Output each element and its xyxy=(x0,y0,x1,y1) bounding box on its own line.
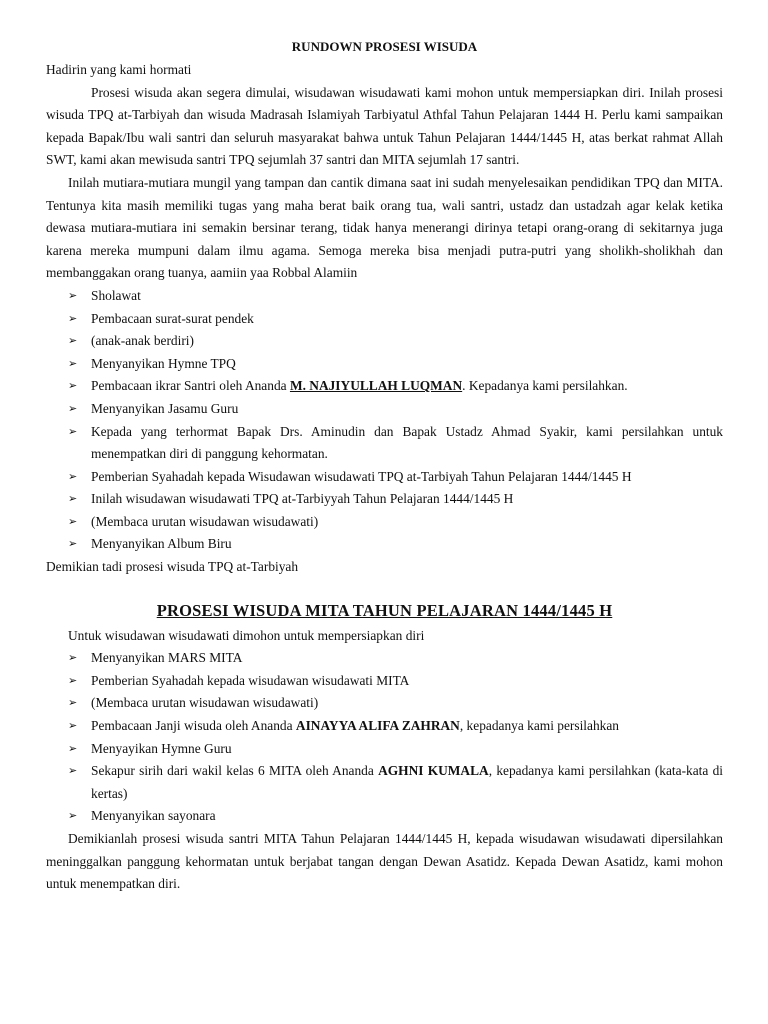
list-item-text: Menyanyikan Hymne TPQ xyxy=(91,355,236,371)
list-item xyxy=(46,398,723,421)
arrow-bullet-icon: ➢ xyxy=(68,673,78,687)
arrow-bullet-icon: ➢ xyxy=(68,356,78,370)
list-item-text: Kepada yang terhormat Bapak Drs. Aminudin dan Bapak Ustadz Ahmad Syakir, kami persilahkan untuk menempatkan diri di panggung kehormatan. xyxy=(91,423,723,462)
arrow-bullet-icon: ➢ xyxy=(68,424,78,438)
arrow-bullet-icon: ➢ xyxy=(68,469,78,483)
list-item xyxy=(46,308,723,331)
list-item xyxy=(46,488,723,511)
paragraph-intro: Prosesi wisuda akan segera dimulai, wisudawan wisudawati kami mohon untuk mempersiapkan diri. Inilah prosesi wisuda TPQ at-Tarbiyah dan wisuda Madrasah Islamiyah Tarbiyatul Athfal Tahun Pelajaran 1444 H. Perlu kami sampaikan kepada Bapak/Ibu wali santri dan seluruh masyarakat bahwa untuk Tahun Pelajaran 1444/1445 H, atas berkat rahmat Allah SWT, kami akan mewisuda santri TPQ sejumlah 37 santri dan MITA sejumlah 17 santri. xyxy=(46,84,723,168)
student-name: AINAYYA ALIFA ZAHRAN xyxy=(295,718,460,734)
arrow-bullet-icon: ➢ xyxy=(68,288,78,302)
list-item-text: (Membaca urutan wisudawan wisudawati) xyxy=(91,695,319,711)
list-item xyxy=(46,760,723,805)
list-item xyxy=(46,353,723,376)
arrow-bullet-icon: ➢ xyxy=(68,651,78,665)
list-item-text: Menyanyikan Jasamu Guru xyxy=(91,400,239,416)
list-item-text-end: , kepadanya kami persilahkan (kata-kata di kertas) xyxy=(91,763,724,801)
closing-tpq: Demikian tadi prosesi wisuda TPQ at-Tarbiyah xyxy=(46,559,299,575)
arrow-bullet-icon: ➢ xyxy=(68,334,78,348)
list-item-text: Sholawat xyxy=(91,287,141,303)
list-item xyxy=(46,692,723,715)
paragraph-mutiara: Inilah mutiara-mutiara mungil yang tampan dan cantik dimana saat ini sudah menyelesaikan pendidikan TPQ dan MITA. Tentunya kita masih memiliki tugas yang maha berat baik orang tua, wali santri, ustadz dan ustadzah agar kelak ketika dewasa mutiara-mutiara ini semakin bersinar terang, tidak hanya menerangi dirinya tetapi orang-orang di sekitarnya juga karena mereka mumpuni dalam ilmu agama. Semoga mereka bisa menjadi putra-putri yang sholikh-sholikhah dan membanggakan orang tuanya, aamiin yaa Robbal Alamiin xyxy=(46,174,723,281)
list-item xyxy=(46,715,723,738)
section-title-mita: PROSESI WISUDA MITA TAHUN PELAJARAN 1444/1445 H xyxy=(156,600,613,620)
list-item-text: Pembacaan Janji wisuda oleh Ananda xyxy=(91,718,296,734)
arrow-bullet-icon: ➢ xyxy=(68,401,78,415)
arrow-bullet-icon: ➢ xyxy=(68,764,78,778)
arrow-bullet-icon: ➢ xyxy=(68,537,78,551)
list-item xyxy=(46,670,723,693)
list-item-text: Pemberian Syahadah kepada Wisudawan wisudawati TPQ at-Tarbiyah Tahun Pelajaran 1444/1445 H xyxy=(91,468,632,484)
list-item-text: Menyayikan Hymne Guru xyxy=(91,740,232,756)
list-item xyxy=(46,647,723,670)
list-item-text-end: , kepadanya kami persilahkan xyxy=(459,718,619,734)
list-item xyxy=(46,533,723,556)
list-item-text: Menyanyikan sayonara xyxy=(91,808,216,824)
list-item xyxy=(46,738,723,761)
list-item xyxy=(46,330,723,353)
list-item xyxy=(46,511,723,534)
list-item-text-end: . Kepadanya kami persilahkan. xyxy=(462,378,628,394)
arrow-bullet-icon: ➢ xyxy=(68,379,78,393)
closing-mita: Demikianlah prosesi wisuda santri MITA Tahun Pelajaran 1444/1445 H, kepada wisudawan wisudawati dipersilahkan meninggalkan panggung kehormatan untuk berjabat tangan dengan Dewan Asatidz. Kepada Dewan Asatidz, kami mohon untuk menempatkan diri. xyxy=(46,831,723,892)
document-title: RUNDOWN PROSESI WISUDA xyxy=(291,39,478,54)
list-item-text: Pembacaan surat-surat pendek xyxy=(91,310,254,326)
arrow-bullet-icon: ➢ xyxy=(68,741,78,755)
list-item xyxy=(46,421,723,466)
section-lead-mita: Untuk wisudawan wisudawati dimohon untuk mempersiapkan diri xyxy=(68,627,425,643)
list-item-text: Inilah wisudawan wisudawati TPQ at-Tarbiyyah Tahun Pelajaran 1444/1445 H xyxy=(91,491,514,507)
arrow-bullet-icon: ➢ xyxy=(68,492,78,506)
list-item-text: Sekapur sirih dari wakil kelas 6 MITA oleh Ananda xyxy=(91,763,379,779)
arrow-bullet-icon: ➢ xyxy=(68,311,78,325)
arrow-bullet-icon: ➢ xyxy=(68,514,78,528)
rundown-list-tpq xyxy=(46,285,723,556)
student-name: M. NAJIYULLAH LUQMAN xyxy=(289,378,463,394)
greeting: Hadirin yang kami hormati xyxy=(46,62,192,77)
list-item xyxy=(46,805,723,828)
arrow-bullet-icon: ➢ xyxy=(68,696,78,710)
arrow-bullet-icon: ➢ xyxy=(68,809,78,823)
list-item xyxy=(46,375,723,398)
list-item-text: Pemberian Syahadah kepada wisudawan wisudawati MITA xyxy=(91,672,410,688)
list-item-text: (Membaca urutan wisudawan wisudawati) xyxy=(91,513,319,529)
arrow-bullet-icon: ➢ xyxy=(68,719,78,733)
list-item xyxy=(46,466,723,489)
list-item-text: (anak-anak berdiri) xyxy=(91,333,194,349)
list-item-text: Menyanyikan Album Biru xyxy=(91,536,232,552)
list-item-text: Menyanyikan MARS MITA xyxy=(91,650,243,666)
rundown-list-mita xyxy=(46,647,723,828)
list-item xyxy=(46,285,723,308)
document-page xyxy=(46,38,723,896)
list-item-text: Pembacaan ikrar Santri oleh Ananda xyxy=(91,378,290,394)
student-name: AGHNI KUMALA xyxy=(378,763,489,779)
